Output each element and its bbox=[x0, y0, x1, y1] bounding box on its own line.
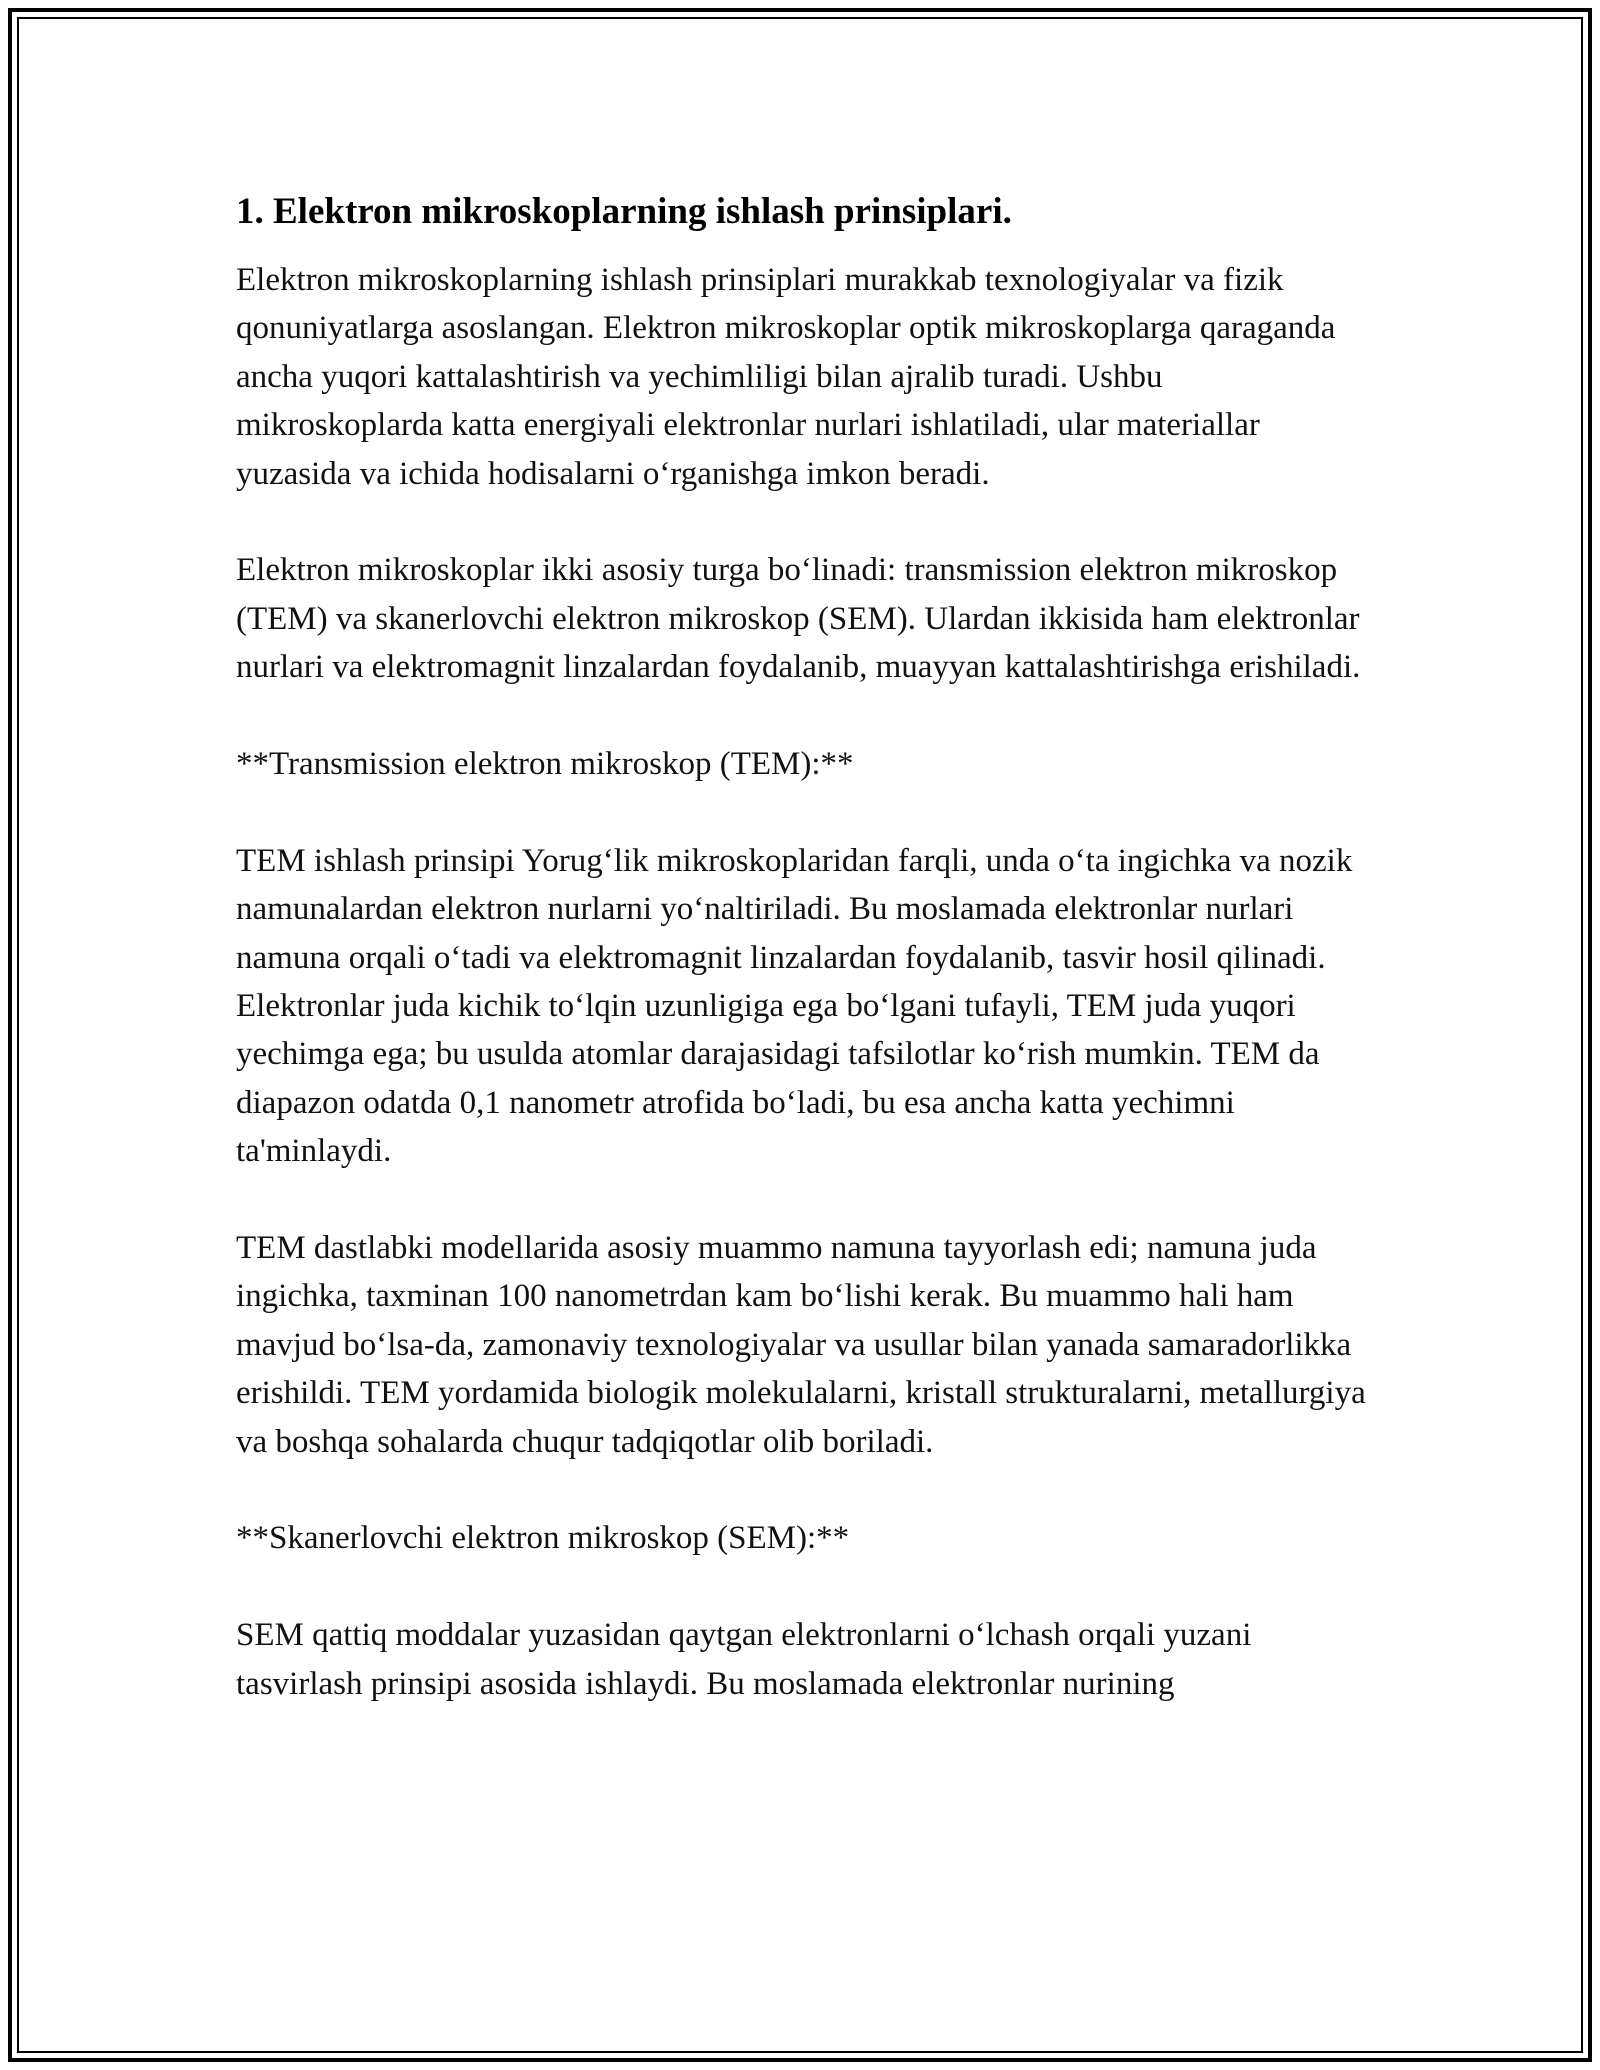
document-heading: 1. Elektron mikroskoplarning ishlash prinsiplari. bbox=[236, 191, 1012, 232]
paragraph-tem-principle: TEM ishlash prinsipi Yorugʻlik mikroskoplaridan farqli, unda oʻta ingichka va nozik namunalardan elektron nurlarni yoʻnaltiriladi. Bu moslamada elektronlar nurlari namuna orqali oʻtadi va elektromagnit linzalardan foydalanib, tasvir hosil qilinadi. Elektronlar juda kichik toʻlqin uzunligiga ega boʻlgani tufayli, TEM juda yuqori yechimga ega; bu usulda atomlar darajasidagi tafsilotlar koʻrish mumkin. TEM da diapazon odatda 0,1 nanometr atrofida boʻladi, bu esa ancha katta yechimni ta'minlaydi. bbox=[236, 842, 1353, 1170]
paragraph-intro: Elektron mikroskoplarning ishlash prinsiplari murakkab texnologiyalar va fizik qonuniyatlarga asoslangan. Elektron mikroskoplar optik mikroskoplarga qaraganda ancha yuqori kattalashtirish va yechimliligi bilan ajralib turadi. Ushbu mikroskoplarda katta energiyali elektronlar nurlari ishlatiladi, ular materiallar yuzasida va ichida hodisalarni oʻrganishga imkon beradi. bbox=[236, 262, 1336, 492]
paragraph-types: Elektron mikroskoplar ikki asosiy turga boʻlinadi: transmission elektron mikroskop (TEM) va skanerlovchi elektron mikroskop (SEM). Ulardan ikkisida ham elektronlar nurlari va elektromagnit linzalardan foydalanib, muayyan kattalashtirishga erishiladi. bbox=[236, 552, 1361, 686]
paragraph-sem-principle: SEM qattiq moddalar yuzasidan qaytgan elektronlarni oʻlchash orqali yuzani tasvirlash prinsipi asosida ishlaydi. Bu moslamada elektronlar nurining bbox=[236, 1617, 1252, 1702]
subheading-sem: **Skanerlovchi elektron mikroskop (SEM):** bbox=[236, 1520, 850, 1557]
document-body bbox=[236, 188, 1372, 1708]
subheading-tem: **Transmission elektron mikroskop (TEM):** bbox=[236, 746, 854, 783]
paragraph-tem-history: TEM dastlabki modellarida asosiy muammo namuna tayyorlash edi; namuna juda ingichka, taxminan 100 nanometrdan kam boʻlishi kerak. Bu muammo hali ham mavjud boʻlsa-da, zamonaviy texnologiyalar va usullar bilan yanada samaradorlikka erishildi. TEM yordamida biologik molekulalarni, kristall strukturalarni, metallurgiya va boshqa sohalarda chuqur tadqiqotlar olib boriladi. bbox=[236, 1230, 1366, 1460]
